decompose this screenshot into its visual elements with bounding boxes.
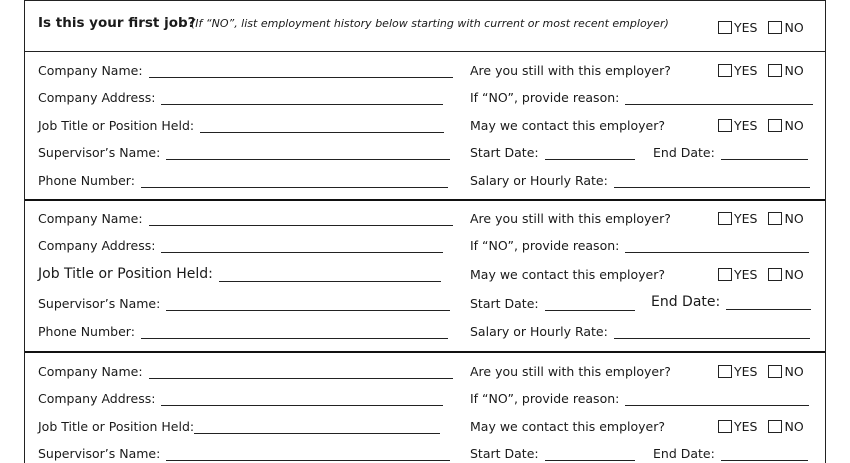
start-date-label: Start Date: (470, 296, 539, 311)
company-address-field-3[interactable] (38, 388, 443, 406)
still-with-yes-label: YES (734, 62, 758, 78)
job-title-field-2[interactable] (38, 264, 441, 282)
contact-label: May we contact this employer? (470, 419, 666, 434)
still-with-options-2 (718, 210, 804, 226)
supervisor-input[interactable] (166, 447, 450, 461)
contact-options-1 (718, 117, 804, 133)
still-with-options-1 (718, 62, 804, 78)
contact-yes-label: YES (734, 117, 758, 133)
still-with-yes-label: YES (734, 210, 758, 226)
reason-field-3[interactable] (470, 388, 809, 406)
first-job-no-checkbox[interactable] (768, 21, 782, 34)
end-date-field-2[interactable] (651, 292, 811, 310)
start-date-input[interactable] (545, 297, 635, 311)
phone-label: Phone Number: (38, 173, 135, 188)
reason-input[interactable] (625, 91, 813, 105)
still-with-question-1 (470, 60, 671, 78)
start-date-input[interactable] (545, 146, 635, 160)
start-date-label: Start Date: (470, 145, 539, 160)
company-name-field-2[interactable] (38, 208, 453, 226)
supervisor-input[interactable] (166, 297, 450, 311)
phone-input[interactable] (141, 325, 448, 339)
contact-no-label: NO (784, 266, 804, 282)
start-date-label: Start Date: (470, 446, 539, 461)
job-title-input[interactable] (194, 420, 440, 434)
company-name-field-3[interactable] (38, 361, 453, 379)
company-address-input[interactable] (161, 239, 443, 253)
contact-no-checkbox[interactable] (768, 119, 782, 132)
company-name-input[interactable] (149, 365, 453, 379)
supervisor-label: Supervisor’s Name: (38, 296, 161, 311)
still-with-label: Are you still with this employer? (470, 211, 671, 226)
first-job-no-label: NO (784, 19, 804, 35)
salary-input[interactable] (614, 325, 810, 339)
company-address-label: Company Address: (38, 90, 156, 105)
first-job-question: Is this your first job? (38, 15, 196, 31)
job-title-label: Job Title or Position Held: (38, 266, 213, 282)
contact-yes-label: YES (734, 418, 758, 434)
reason-input[interactable] (625, 239, 809, 253)
still-with-no-label: NO (784, 210, 804, 226)
first-job-yes-checkbox[interactable] (718, 21, 732, 34)
supervisor-field-2[interactable] (38, 293, 450, 311)
contact-no-checkbox[interactable] (768, 420, 782, 433)
company-name-label: Company Name: (38, 63, 143, 78)
contact-label: May we contact this employer? (470, 118, 666, 133)
company-name-label: Company Name: (38, 211, 143, 226)
contact-yes-label: YES (734, 266, 758, 282)
job-title-field-1[interactable] (38, 115, 444, 133)
phone-field-1[interactable] (38, 170, 448, 188)
still-with-label: Are you still with this employer? (470, 63, 671, 78)
company-address-input[interactable] (161, 91, 443, 105)
end-date-label: End Date: (651, 294, 721, 310)
reason-label: If “NO”, provide reason: (470, 391, 620, 406)
supervisor-field-1[interactable] (38, 142, 450, 160)
salary-label: Salary or Hourly Rate: (470, 324, 608, 339)
contact-question-3 (470, 416, 665, 434)
first-job-note: (If “NO”, list employment history below starting with current or most recent employer) (191, 17, 669, 30)
salary-field-2[interactable] (470, 321, 810, 339)
end-date-label: End Date: (653, 446, 715, 461)
employment-history-form (24, 0, 826, 463)
reason-label: If “NO”, provide reason: (470, 238, 620, 253)
company-address-label: Company Address: (38, 391, 156, 406)
reason-field-2[interactable] (470, 235, 809, 253)
phone-input[interactable] (141, 174, 448, 188)
supervisor-label: Supervisor’s Name: (38, 446, 161, 461)
job-title-input[interactable] (200, 119, 444, 133)
contact-question-2 (470, 264, 665, 282)
still-with-question-3 (470, 361, 671, 379)
contact-no-label: NO (784, 418, 804, 434)
still-with-options-3 (718, 363, 804, 379)
block-divider-1 (25, 199, 825, 201)
salary-label: Salary or Hourly Rate: (470, 173, 608, 188)
company-name-label: Company Name: (38, 364, 143, 379)
still-with-question-2 (470, 208, 671, 226)
company-address-label: Company Address: (38, 238, 156, 253)
company-name-input[interactable] (149, 212, 453, 226)
end-date-label: End Date: (653, 145, 715, 160)
company-address-field-1[interactable] (38, 87, 443, 105)
job-title-label: Job Title or Position Held: (38, 419, 195, 434)
salary-input[interactable] (614, 174, 810, 188)
end-date-field-3[interactable] (653, 443, 808, 461)
company-name-input[interactable] (149, 64, 453, 78)
block-divider-2 (25, 351, 825, 353)
contact-options-3 (718, 418, 804, 434)
company-address-input[interactable] (161, 392, 443, 406)
supervisor-field-3[interactable] (38, 443, 450, 461)
job-title-label: Job Title or Position Held: (38, 118, 195, 133)
job-title-input[interactable] (219, 268, 441, 282)
phone-label: Phone Number: (38, 324, 135, 339)
phone-field-2[interactable] (38, 321, 448, 339)
still-with-no-checkbox[interactable] (768, 212, 782, 225)
company-address-field-2[interactable] (38, 235, 443, 253)
contact-question-1 (470, 115, 665, 133)
still-with-no-checkbox[interactable] (768, 64, 782, 77)
start-date-input[interactable] (545, 447, 635, 461)
start-date-field-3[interactable] (470, 443, 635, 461)
end-date-input[interactable] (726, 296, 811, 310)
header-divider (25, 51, 825, 52)
still-with-yes-checkbox[interactable] (718, 212, 732, 225)
reason-field-1[interactable] (470, 87, 813, 105)
first-job-options (718, 19, 804, 35)
supervisor-input[interactable] (166, 146, 450, 160)
reason-input[interactable] (625, 392, 809, 406)
job-title-field-3[interactable] (38, 416, 440, 434)
contact-no-label: NO (784, 117, 804, 133)
still-with-yes-label: YES (734, 363, 758, 379)
supervisor-label: Supervisor’s Name: (38, 145, 161, 160)
start-date-field-2[interactable] (470, 293, 635, 311)
first-job-yes-label: YES (734, 19, 758, 35)
end-date-field-1[interactable] (653, 142, 808, 160)
start-date-field-1[interactable] (470, 142, 635, 160)
contact-yes-checkbox[interactable] (718, 268, 732, 281)
still-with-yes-checkbox[interactable] (718, 365, 732, 378)
company-name-field-1[interactable] (38, 60, 453, 78)
still-with-no-label: NO (784, 62, 804, 78)
still-with-no-checkbox[interactable] (768, 365, 782, 378)
end-date-input[interactable] (721, 447, 808, 461)
contact-yes-checkbox[interactable] (718, 119, 732, 132)
salary-field-1[interactable] (470, 170, 810, 188)
still-with-yes-checkbox[interactable] (718, 64, 732, 77)
still-with-no-label: NO (784, 363, 804, 379)
reason-label: If “NO”, provide reason: (470, 90, 620, 105)
contact-yes-checkbox[interactable] (718, 420, 732, 433)
top-border (25, 0, 825, 1)
contact-label: May we contact this employer? (470, 267, 666, 282)
contact-options-2 (718, 266, 804, 282)
still-with-label: Are you still with this employer? (470, 364, 671, 379)
end-date-input[interactable] (721, 146, 808, 160)
contact-no-checkbox[interactable] (768, 268, 782, 281)
